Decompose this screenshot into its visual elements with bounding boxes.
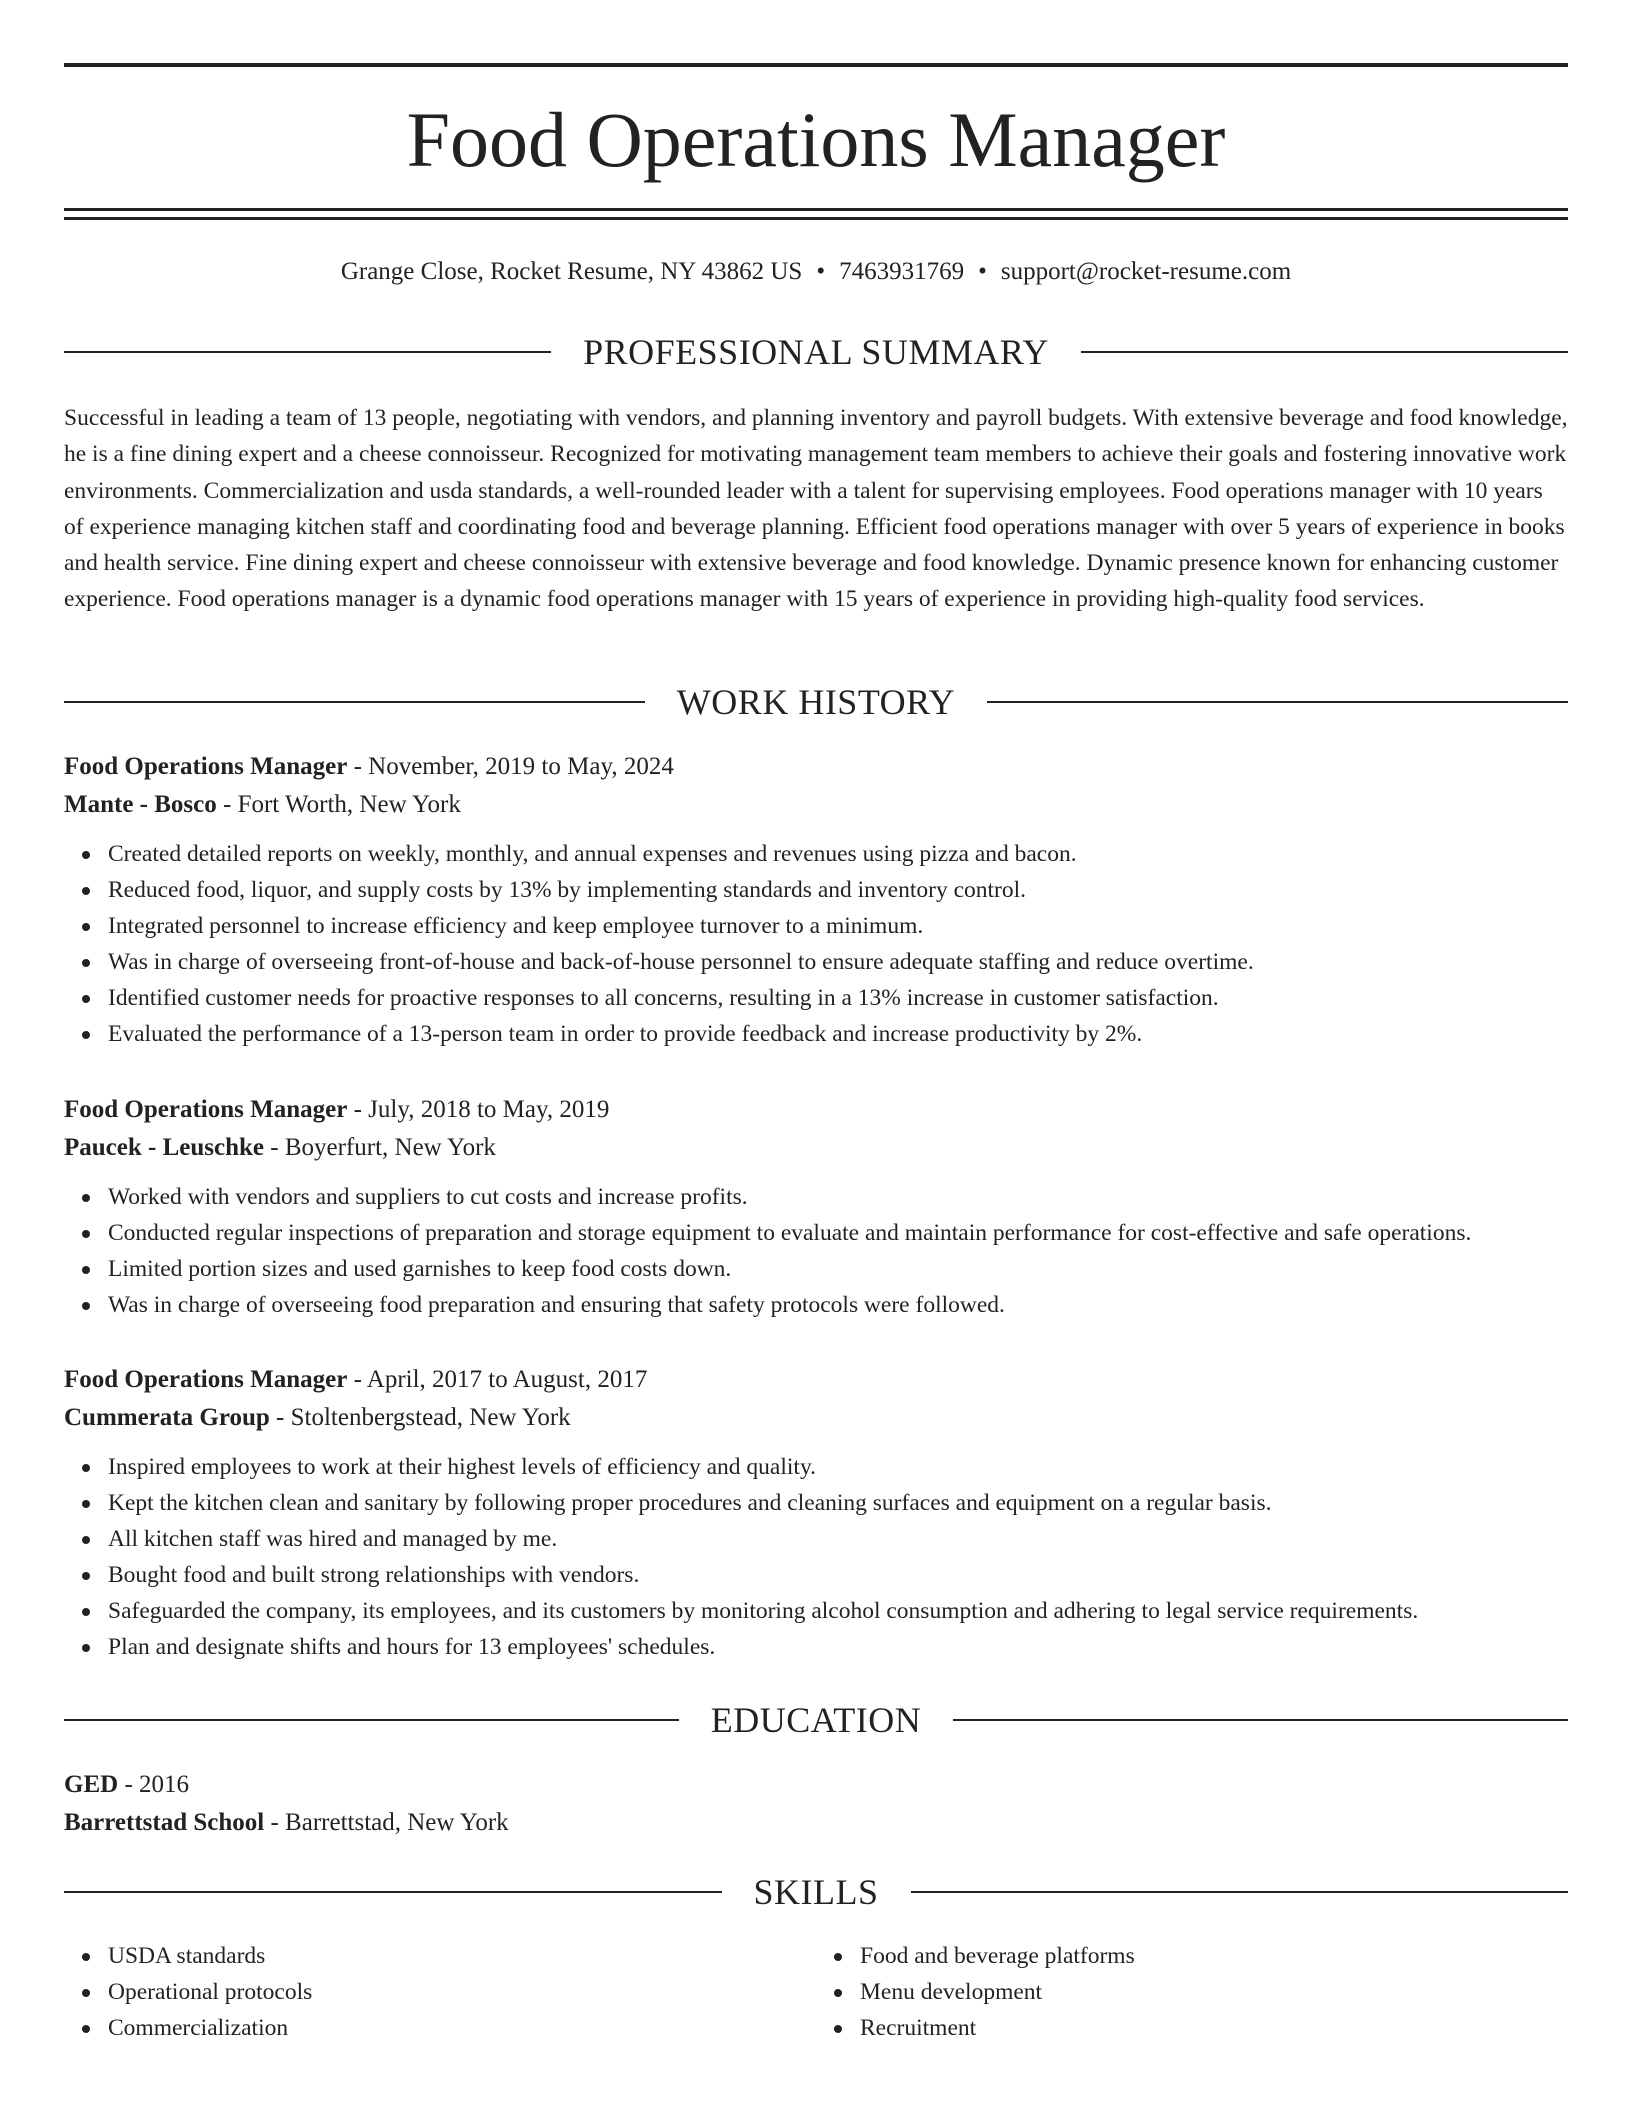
heading-rule xyxy=(987,701,1568,703)
job-bullets xyxy=(64,1449,1568,1665)
job-company-line xyxy=(64,1129,1568,1167)
education-school-line xyxy=(64,1804,1568,1842)
list-item: Inspired employees to work at their highest levels of efficiency and quality. xyxy=(108,1449,1568,1485)
job-entry xyxy=(64,748,1568,1052)
title-double-rule xyxy=(64,208,1568,220)
education-degree: GED xyxy=(64,1771,119,1798)
list-item: Plan and designate shifts and hours for 13 employees' schedules. xyxy=(108,1629,1568,1665)
list-item: Evaluated the performance of a 13-person team in order to provide feedback and increase productivity by 2%. xyxy=(108,1016,1568,1052)
job-title-line xyxy=(64,748,1568,786)
job-title: Food Operations Manager xyxy=(64,1096,348,1123)
list-item: Identified customer needs for proactive responses to all concerns, resulting in a 13% increase in customer satisfaction. xyxy=(108,980,1568,1016)
list-item: Was in charge of overseeing food preparation and ensuring that safety protocols were followed. xyxy=(108,1287,1568,1323)
section-title: PROFESSIONAL SUMMARY xyxy=(583,332,1049,372)
job-dates: - July, 2018 to May, 2019 xyxy=(347,1096,610,1123)
list-item: Food and beverage platforms xyxy=(860,1938,1568,1974)
skills-column-left xyxy=(64,1938,816,2046)
list-item: Kept the kitchen clean and sanitary by following proper procedures and cleaning surfaces and equipment on a regular basis. xyxy=(108,1485,1568,1521)
job-dates: - November, 2019 to May, 2024 xyxy=(347,753,674,780)
job-location: - Boyerfurt, New York xyxy=(264,1134,496,1161)
job-company: Paucek - Leuschke xyxy=(64,1134,264,1161)
job-location: - Fort Worth, New York xyxy=(216,791,461,818)
heading-rule xyxy=(911,1891,1569,1893)
list-item: Bought food and built strong relationships with vendors. xyxy=(108,1557,1568,1593)
list-item: Conducted regular inspections of preparation and storage equipment to evaluate and maintain performance for cost-effective and safe operations. xyxy=(108,1215,1568,1251)
list-item: Safeguarded the company, its employees, and its customers by monitoring alcohol consumption and adhering to legal service requirements. xyxy=(108,1593,1568,1629)
resume-title: Food Operations Manager xyxy=(406,96,1226,183)
list-item: Reduced food, liquor, and supply costs by 13% by implementing standards and inventory control. xyxy=(108,872,1568,908)
job-title-line xyxy=(64,1091,1568,1129)
job-company: Mante - Bosco xyxy=(64,791,217,818)
education-location: - Barrettstad, New York xyxy=(264,1809,509,1836)
section-heading-work-history xyxy=(64,680,1568,724)
heading-rule xyxy=(64,701,645,703)
list-item: Recruitment xyxy=(860,2010,1568,2046)
heading-rule xyxy=(64,1719,679,1721)
section-title: EDUCATION xyxy=(710,1700,922,1740)
education-school: Barrettstad School xyxy=(64,1809,265,1836)
list-item: Worked with vendors and suppliers to cut costs and increase profits. xyxy=(108,1179,1568,1215)
skills-column-right xyxy=(816,1938,1568,2046)
education-degree-line xyxy=(64,1766,1568,1804)
job-dates: - April, 2017 to August, 2017 xyxy=(347,1366,648,1393)
professional-summary: Successful in leading a team of 13 people, negotiating with vendors, and planning inventory and payroll budgets. With extensive beverage and food knowledge, he is a fine dining expert and a cheese connoisseur. Recognized for motivating management team members to achieve their goals and fostering innovative work environments. Commercialization and usda standards, a well-rounded leader with a talent for supervising employees. Food operations manager with 10 years of experience managing kitchen staff and coordinating food and beverage planning. Efficient food operations manager with over 5 years of experience in books and health service. Fine dining expert and cheese connoisseur with extensive beverage and food knowledge. Dynamic presence known for enhancing customer experience. Food operations manager is a dynamic food operations manager with 15 years of experience in providing high-quality food services. xyxy=(64,405,1568,613)
list-item: USDA standards xyxy=(108,1938,816,1974)
list-item: Was in charge of overseeing front-of-house and back-of-house personnel to ensure adequate staffing and reduce overtime. xyxy=(108,944,1568,980)
section-title: WORK HISTORY xyxy=(676,682,956,722)
heading-rule xyxy=(64,1891,722,1893)
contact-email: support@rocket-resume.com xyxy=(1000,258,1292,285)
heading-rule xyxy=(1081,351,1568,353)
heading-rule xyxy=(64,351,551,353)
contact-line xyxy=(64,255,1568,289)
heading-rule xyxy=(953,1719,1568,1721)
job-company-line xyxy=(64,786,1568,824)
list-item: Integrated personnel to increase efficiency and keep employee turnover to a minimum. xyxy=(108,908,1568,944)
section-heading-summary xyxy=(64,330,1568,374)
job-entry xyxy=(64,1361,1568,1665)
job-entry xyxy=(64,1091,1568,1323)
list-item: Commercialization xyxy=(108,2010,816,2046)
list-item: Operational protocols xyxy=(108,1974,816,2010)
contact-separator: • xyxy=(978,258,987,285)
section-title: SKILLS xyxy=(753,1872,879,1912)
job-bullets xyxy=(64,836,1568,1052)
skills-list xyxy=(64,1938,1568,2046)
contact-address: Grange Close, Rocket Resume, NY 43862 US xyxy=(340,258,803,285)
contact-separator: • xyxy=(816,258,826,285)
job-company-line xyxy=(64,1399,1568,1437)
top-rule xyxy=(64,63,1568,67)
job-title: Food Operations Manager xyxy=(64,1366,348,1393)
list-item: Menu development xyxy=(860,1974,1568,2010)
list-item: Created detailed reports on weekly, monthly, and annual expenses and revenues using pizza and bacon. xyxy=(108,836,1568,872)
contact-phone: 7463931769 xyxy=(839,258,965,285)
section-heading-education xyxy=(64,1698,1568,1742)
list-item: All kitchen staff was hired and managed by me. xyxy=(108,1521,1568,1557)
job-location: - Stoltenbergstead, New York xyxy=(269,1404,571,1431)
job-company: Cummerata Group xyxy=(64,1404,270,1431)
list-item: Limited portion sizes and used garnishes to keep food costs down. xyxy=(108,1251,1568,1287)
section-heading-skills xyxy=(64,1870,1568,1914)
education-year: - 2016 xyxy=(118,1771,190,1798)
job-title-line xyxy=(64,1361,1568,1399)
education-entry xyxy=(64,1766,1568,1842)
job-bullets xyxy=(64,1179,1568,1323)
job-title: Food Operations Manager xyxy=(64,753,348,780)
